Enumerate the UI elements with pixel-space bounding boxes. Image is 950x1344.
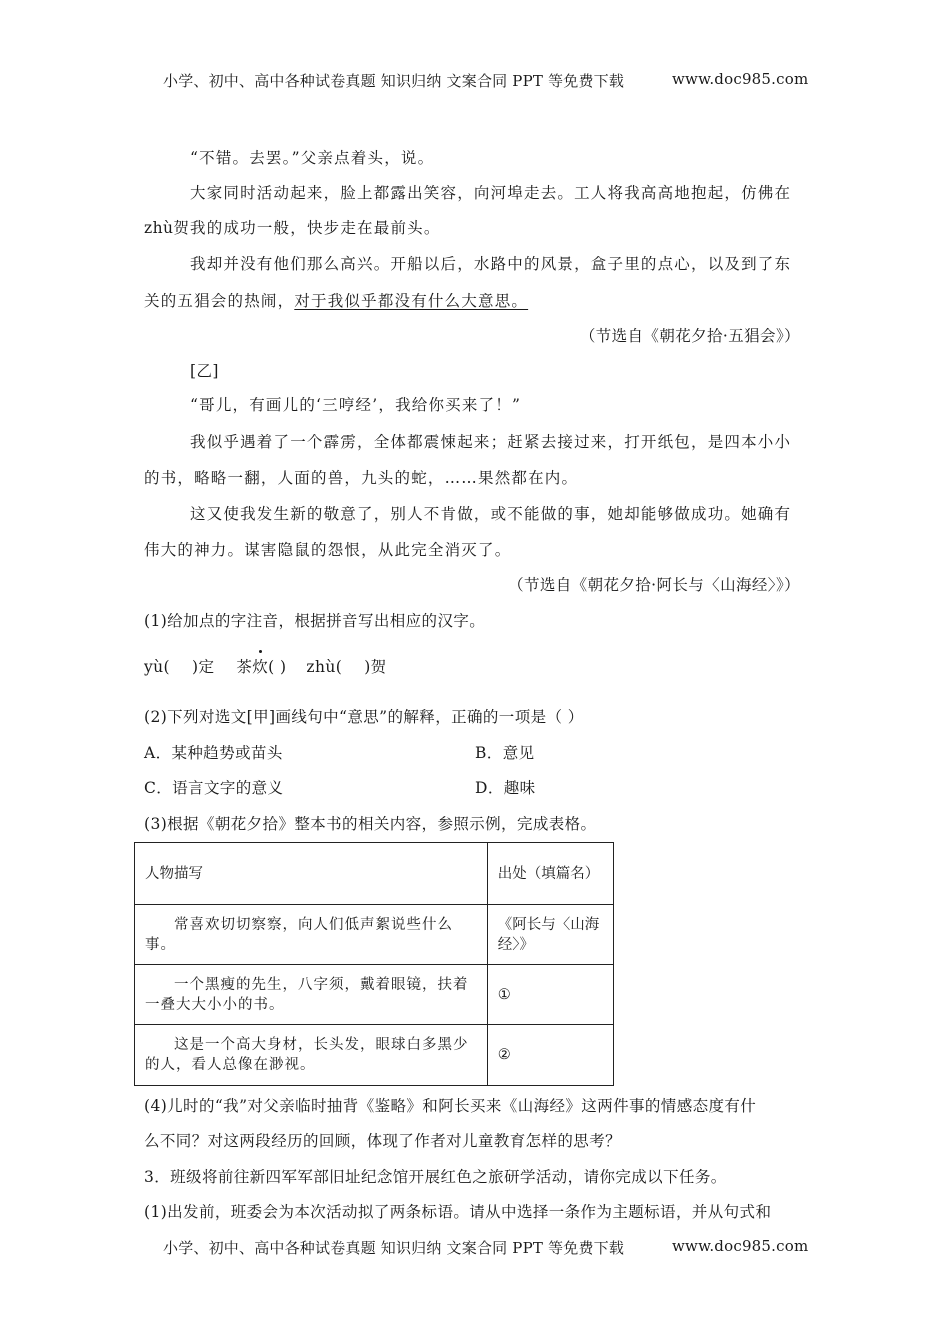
question-1: (1)给加点的字注音，根据拼音写出相应的汉字。: [144, 612, 486, 630]
dotted-character: 炊: [252, 655, 268, 677]
jia-underlined-sentence: 对于我似乎都没有什么大意思。: [294, 292, 529, 310]
question-3-1: (1)出发前，班委会为本次活动拟了两条标语。请从中选择一条作为主题标语，并从句式和: [144, 1203, 772, 1221]
table-row: [135, 1025, 614, 1086]
table-header-source: 出处（填篇名）: [487, 843, 613, 905]
yi-line-3: 的书，略略一翻，人面的兽，九头的蛇，……果然都在内。: [144, 469, 579, 487]
footer-site-link[interactable]: www.doc985.com: [672, 1237, 809, 1255]
table-row: [135, 905, 614, 965]
table-row-desc: 一个黑瘦的先生，八字须，戴着眼镜，扶着一叠大大小小的书。: [145, 976, 469, 1013]
table-header-desc: 人物描写: [135, 843, 488, 905]
table-row-source: ②: [487, 1025, 613, 1086]
option-a: A．某种趋势或苗头: [144, 744, 283, 762]
option-c: C．语言文字的意义: [144, 779, 284, 797]
table-row-desc: 常喜欢切切察察，向人们低声絮说些什么事。: [145, 916, 453, 953]
yi-source: （节选自《朝花夕拾·阿长与〈山海经〉》）: [508, 576, 800, 594]
option-b: B．意见: [475, 744, 535, 762]
question-4-line-2: 么不同？对这两段经历的回顾，体现了作者对儿童教育怎样的思考？: [144, 1132, 622, 1150]
character-table: [134, 842, 614, 1086]
yi-line-1: “哥儿，有画儿的‘三哼经’，我给你买来了！”: [190, 396, 522, 414]
option-d: D．趣味: [475, 779, 536, 797]
jia-line-3: [144, 216, 441, 238]
jia-line-3-rest: 贺我的成功一般，快步走在最前头。: [173, 219, 441, 237]
table-row: [135, 965, 614, 1025]
question-main-3: 3．班级将前往新四军军部旧址纪念馆开展红色之旅研学活动，请你完成以下任务。: [144, 1168, 727, 1186]
jia-line-1: “不错。去罢。”父亲点着头，说。: [190, 149, 435, 167]
table-row-source: ①: [487, 965, 613, 1025]
yi-line-2: 我似乎遇着了一个霹雳，全体都震悚起来；赶紧去接过来，打开纸包，是四本小小: [190, 433, 792, 451]
yi-label: [乙]: [190, 362, 219, 380]
jia-pinyin: zhù: [144, 219, 174, 237]
jia-line-5-plain: 关的五猖会的热闹，: [144, 292, 295, 310]
table-row-source: 《阿长与〈山海经〉》: [487, 905, 613, 965]
yi-line-4: 这又使我发生新的敬意了，别人不肯做，或不能做的事，她却能够做成功。她确有: [190, 505, 792, 523]
question-3: (3)根据《朝花夕拾》整本书的相关内容，参照示例，完成表格。: [144, 815, 597, 833]
item-b-rest: ( ): [268, 658, 287, 676]
table-header-row: [135, 843, 614, 905]
jia-line-4: 我却并没有他们那么高兴。开船以后，水路中的风景，盒子里的点心，以及到了东: [190, 255, 792, 273]
question-4-line-1: (4)儿时的“我”对父亲临时抽背《鉴略》和阿长买来《山海经》这两件事的情感态度有什: [144, 1097, 757, 1115]
item-c-pinyin: zhù(: [306, 658, 343, 676]
item-a-rest: )定: [192, 658, 215, 676]
jia-line-2: 大家同时活动起来，脸上都露出笑容，向河埠走去。工人将我高高地抱起，仿佛在: [190, 184, 792, 202]
item-a-pinyin: yù(: [144, 658, 170, 676]
table-row-desc: 这是一个高大身材，长头发，眼球白多黑少的人，看人总像在渺视。: [145, 1037, 469, 1073]
header-text: 小学、初中、高中各种试卷真题 知识归纳 文案合同 PPT 等免费下载: [163, 72, 625, 90]
header-site-link[interactable]: www.doc985.com: [672, 70, 809, 88]
item-c-rest: )贺: [364, 658, 387, 676]
footer-text: 小学、初中、高中各种试卷真题 知识归纳 文案合同 PPT 等免费下载: [163, 1239, 625, 1257]
jia-line-5: [144, 289, 528, 311]
jia-source: （节选自《朝花夕拾·五猖会》）: [579, 327, 800, 345]
question-1-items: [144, 655, 387, 677]
item-b-pre: 茶: [236, 658, 253, 676]
yi-line-5: 伟大的神力。谋害隐鼠的怨恨，从此完全消灭了。: [144, 541, 512, 559]
question-2: (2)下列对选文[甲]画线句中“意思”的解释，正确的一项是（ ）: [144, 708, 584, 726]
